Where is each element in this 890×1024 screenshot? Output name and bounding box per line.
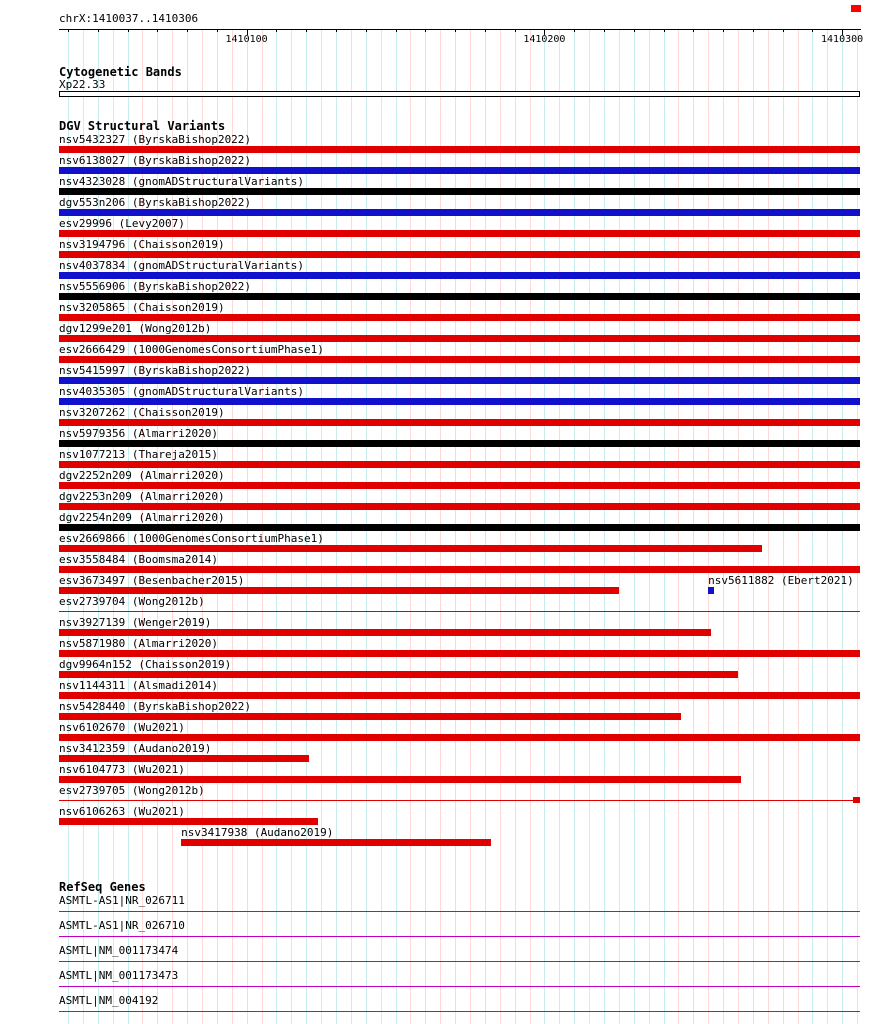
gene-label[interactable]: ASMTL|NM_001173474 <box>59 944 179 957</box>
variant-bar[interactable] <box>59 167 860 174</box>
variant-label[interactable]: esv2739705 (Wong2012b) <box>59 784 205 797</box>
variant-label[interactable]: nsv4035305 (gnomADStructuralVariants) <box>59 385 305 398</box>
variant-label[interactable]: nsv5415997 (ByrskaBishop2022) <box>59 364 252 377</box>
variant-label[interactable]: nsv1144311 (Alsmadi2014) <box>59 679 218 692</box>
ruler-minor-tick <box>306 30 307 32</box>
ruler-minor-tick <box>68 30 69 32</box>
variant-label[interactable]: dgv2252n209 (Almarri2020) <box>59 469 225 482</box>
ruler-minor-tick <box>783 30 784 32</box>
ruler-minor-tick <box>455 30 456 32</box>
variant-label[interactable]: nsv3412359 (Audano2019) <box>59 742 212 755</box>
variant-bar[interactable] <box>59 755 309 762</box>
ruler-tick-label: 1410300 <box>821 34 864 45</box>
variant-bar[interactable] <box>59 800 860 801</box>
gene-line[interactable] <box>59 1011 860 1012</box>
ruler-tick-label: 1410200 <box>523 34 566 45</box>
variant-bar[interactable] <box>59 146 860 153</box>
variant-label[interactable]: nsv1077213 (Thareja2015) <box>59 448 218 461</box>
ruler-minor-tick <box>753 30 754 32</box>
gene-label[interactable]: ASMTL|NM_004192 <box>59 994 159 1007</box>
variant-bar[interactable] <box>59 314 860 321</box>
variant-label[interactable]: nsv5979356 (Almarri2020) <box>59 427 218 440</box>
ruler-minor-tick <box>98 30 99 32</box>
variant-bar[interactable] <box>59 818 318 825</box>
gene-line[interactable] <box>59 936 860 937</box>
variant-bar[interactable] <box>59 545 762 552</box>
gene-line[interactable] <box>59 911 860 912</box>
variant-bar[interactable] <box>59 611 860 612</box>
gene-label[interactable]: ASMTL-AS1|NR_026711 <box>59 894 185 907</box>
variant-bar[interactable] <box>59 524 860 531</box>
variant-bar[interactable] <box>59 587 619 594</box>
variant-bar[interactable] <box>59 440 860 447</box>
variant-bar[interactable] <box>59 734 860 741</box>
variant-bar[interactable] <box>708 587 714 594</box>
variant-bar[interactable] <box>59 461 860 468</box>
variant-label[interactable]: nsv5871980 (Almarri2020) <box>59 637 218 650</box>
variant-bar[interactable] <box>59 188 860 195</box>
ruler-minor-tick <box>276 30 277 32</box>
variant-label[interactable]: nsv5556906 (ByrskaBishop2022) <box>59 280 252 293</box>
ruler-line <box>59 29 861 30</box>
ruler-minor-tick <box>217 30 218 32</box>
ruler-minor-tick <box>157 30 158 32</box>
variant-label[interactable]: nsv3417938 (Audano2019) <box>181 826 334 839</box>
section-title-variants: DGV Structural Variants <box>59 119 226 133</box>
variant-bar[interactable] <box>59 398 860 405</box>
ruler-minor-tick <box>336 30 337 32</box>
variant-bar[interactable] <box>59 272 860 279</box>
variant-bar[interactable] <box>59 776 741 783</box>
region-marker <box>851 5 861 12</box>
gene-label[interactable]: ASMTL|NM_001173473 <box>59 969 179 982</box>
variant-label[interactable]: nsv4323028 (gnomADStructuralVariants) <box>59 175 305 188</box>
ruler-minor-tick <box>396 30 397 32</box>
ruler-tick-label: 1410100 <box>225 34 268 45</box>
variant-label[interactable]: nsv3205865 (Chaisson2019) <box>59 301 225 314</box>
variant-label[interactable]: esv2666429 (1000GenomesConsortiumPhase1) <box>59 343 324 356</box>
section-title-genes: RefSeq Genes <box>59 880 146 894</box>
variant-label[interactable]: esv2739704 (Wong2012b) <box>59 595 205 608</box>
variant-label[interactable]: nsv5432327 (ByrskaBishop2022) <box>59 133 252 146</box>
ruler-minor-tick <box>693 30 694 32</box>
cytoband-label[interactable]: Xp22.33 <box>59 78 106 91</box>
variant-bar[interactable] <box>59 356 860 363</box>
gene-line[interactable] <box>59 986 860 987</box>
section-title-cytobands: Cytogenetic Bands <box>59 65 182 79</box>
variant-bar[interactable] <box>59 566 860 573</box>
variant-label[interactable]: esv29996 (Levy2007) <box>59 217 185 230</box>
ruler-minor-tick <box>485 30 486 32</box>
variant-bar[interactable] <box>59 230 860 237</box>
variant-label[interactable]: nsv3194796 (Chaisson2019) <box>59 238 225 251</box>
gene-line[interactable] <box>59 961 860 962</box>
variant-label[interactable]: nsv5428440 (ByrskaBishop2022) <box>59 700 252 713</box>
variant-bar[interactable] <box>59 692 860 699</box>
variant-label[interactable]: dgv2254n209 (Almarri2020) <box>59 511 225 524</box>
gene-label[interactable]: ASMTL-AS1|NR_026710 <box>59 919 185 932</box>
variant-label[interactable]: dgv553n206 (ByrskaBishop2022) <box>59 196 252 209</box>
variant-bar[interactable] <box>59 713 681 720</box>
variant-bar[interactable] <box>59 671 738 678</box>
ruler-minor-tick <box>187 30 188 32</box>
variant-label[interactable]: dgv2253n209 (Almarri2020) <box>59 490 225 503</box>
variant-bar-endblock[interactable] <box>853 797 860 803</box>
ruler-minor-tick <box>664 30 665 32</box>
variant-label[interactable]: dgv9964n152 (Chaisson2019) <box>59 658 232 671</box>
variant-bar[interactable] <box>59 419 860 426</box>
variant-label[interactable]: esv3673497 (Besenbacher2015) <box>59 574 245 587</box>
variant-bar[interactable] <box>59 251 860 258</box>
variant-label[interactable]: esv2669866 (1000GenomesConsortiumPhase1) <box>59 532 324 545</box>
ruler-minor-tick <box>366 30 367 32</box>
variant-label[interactable]: nsv3207262 (Chaisson2019) <box>59 406 225 419</box>
cytoband-band[interactable] <box>59 91 860 97</box>
variant-label[interactable]: nsv6104773 (Wu2021) <box>59 763 185 776</box>
variant-bar[interactable] <box>59 482 860 489</box>
variant-label[interactable]: esv3558484 (Boomsma2014) <box>59 553 218 566</box>
ruler-minor-tick <box>723 30 724 32</box>
variant-label[interactable]: nsv6102670 (Wu2021) <box>59 721 185 734</box>
variant-bar[interactable] <box>181 839 491 846</box>
variant-label[interactable]: dgv1299e201 (Wong2012b) <box>59 322 212 335</box>
variant-bar[interactable] <box>59 335 860 342</box>
variant-bar[interactable] <box>59 293 860 300</box>
variant-bar[interactable] <box>59 503 860 510</box>
variant-bar[interactable] <box>59 209 860 216</box>
variant-label[interactable]: nsv5611882 (Ebert2021) <box>708 574 854 587</box>
variant-label[interactable]: nsv6138027 (ByrskaBishop2022) <box>59 154 252 167</box>
variant-bar[interactable] <box>59 377 860 384</box>
variant-label[interactable]: nsv4037834 (gnomADStructuralVariants) <box>59 259 305 272</box>
ruler-minor-tick <box>574 30 575 32</box>
ruler-minor-tick <box>128 30 129 32</box>
variant-bar[interactable] <box>59 629 711 636</box>
variant-bar[interactable] <box>59 650 860 657</box>
variant-label[interactable]: nsv3927139 (Wenger2019) <box>59 616 212 629</box>
ruler-minor-tick <box>515 30 516 32</box>
ruler-minor-tick <box>425 30 426 32</box>
ruler-minor-tick <box>604 30 605 32</box>
ruler-minor-tick <box>812 30 813 32</box>
ruler-minor-tick <box>634 30 635 32</box>
variant-label[interactable]: nsv6106263 (Wu2021) <box>59 805 185 818</box>
region-label: chrX:1410037..1410306 <box>59 12 199 25</box>
